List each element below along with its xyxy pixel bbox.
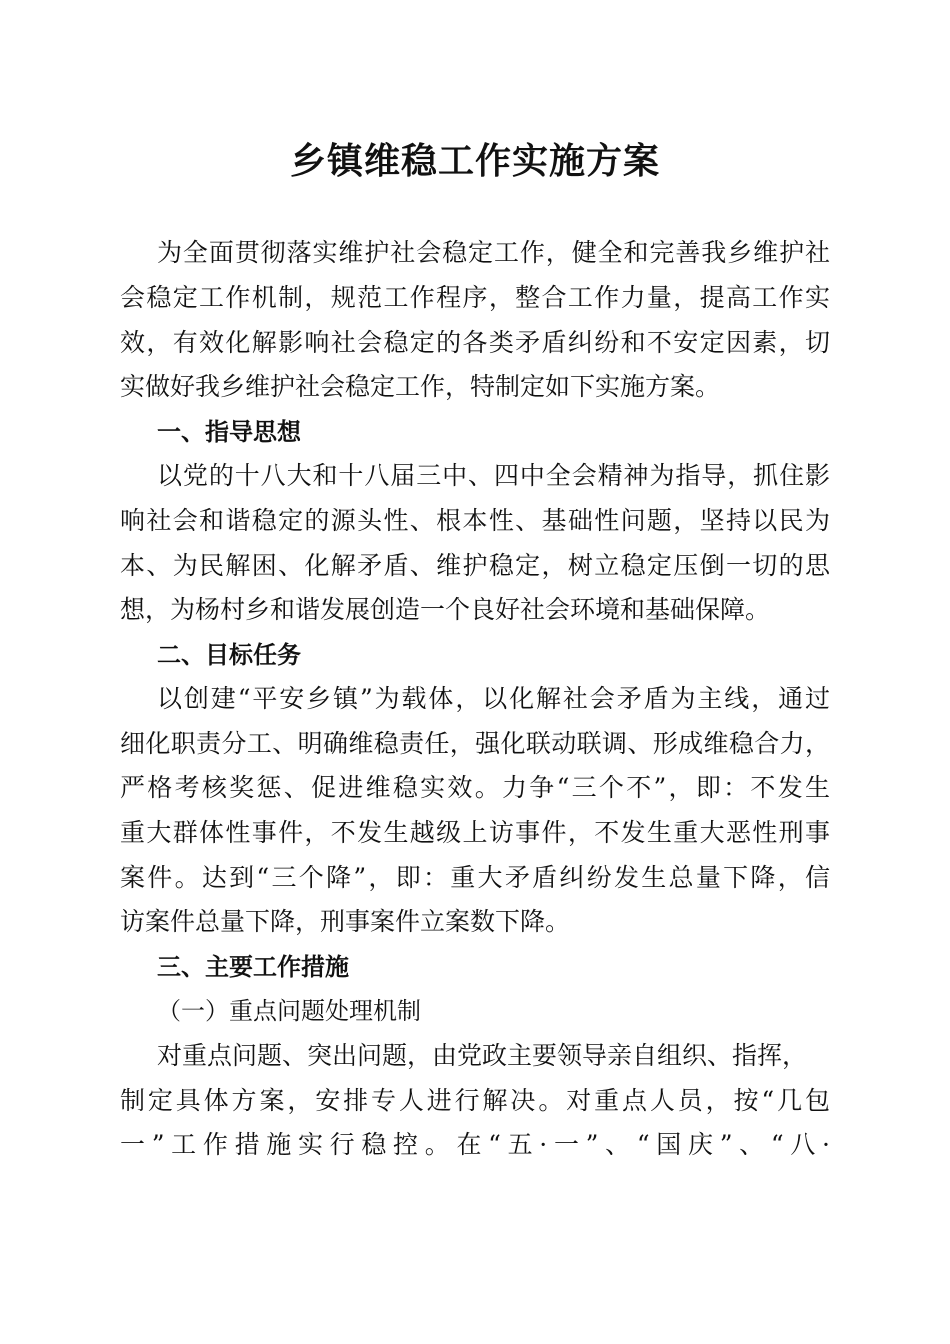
paragraph-line: 访案件总量下降，刑事案件立案数下降。 xyxy=(120,907,571,936)
paragraph-line: 实做好我乡维护社会稳定工作，特制定如下实施方案。 xyxy=(120,372,721,401)
section-heading: 一、指导思想 xyxy=(157,418,301,446)
paragraph-line: 以创建“平安乡镇”为载体，以化解社会矛盾为主线，通过 xyxy=(157,684,830,713)
subsection-heading: （一）重点问题处理机制 xyxy=(157,997,421,1025)
paragraph-line: 严格考核奖惩、促进维稳实效。力争“三个不”，即：不发生 xyxy=(120,773,830,802)
paragraph-line: 案件。达到“三个降”，即：重大矛盾纠纷发生总量下降，信 xyxy=(120,863,830,892)
paragraph-line: 响社会和谐稳定的源头性、根本性、基础性问题，坚持以民为 xyxy=(120,506,830,535)
paragraph-line: 效，有效化解影响社会稳定的各类矛盾纠纷和不安定因素，切 xyxy=(120,328,830,357)
paragraph-line: 重大群体性事件，不发生越级上访事件，不发生重大恶性刑事 xyxy=(120,818,830,847)
paragraph-line: 想，为杨村乡和谐发展创造一个良好社会环境和基础保障。 xyxy=(120,595,771,624)
paragraph-line: 细化职责分工、明确维稳责任，强化联动联调、形成维稳合力， xyxy=(120,729,830,758)
paragraph-line: 为全面贯彻落实维护社会稳定工作，健全和完善我乡维护社 xyxy=(157,238,830,267)
document-title: 乡镇维稳工作实施方案 xyxy=(289,140,660,182)
paragraph-line: 本、为民解困、化解矛盾、维护稳定，树立稳定压倒一切的思 xyxy=(120,551,830,580)
paragraph-line: 制定具体方案，安排专人进行解决。对重点人员，按“几包 xyxy=(120,1086,830,1115)
paragraph-line: 以党的十八大和十八届三中、四中全会精神为指导，抓住影 xyxy=(157,461,830,490)
paragraph-line: 一”工作措施实行稳控。在“五·一”、“国庆”、“八· xyxy=(120,1130,830,1159)
section-heading: 三、主要工作措施 xyxy=(157,953,349,981)
section-heading: 二、目标任务 xyxy=(157,641,301,669)
paragraph-line: 对重点问题、突出问题，由党政主要领导亲自组织、指挥， xyxy=(157,1041,808,1070)
paragraph-line: 会稳定工作机制，规范工作程序，整合工作力量，提高工作实 xyxy=(120,283,830,312)
